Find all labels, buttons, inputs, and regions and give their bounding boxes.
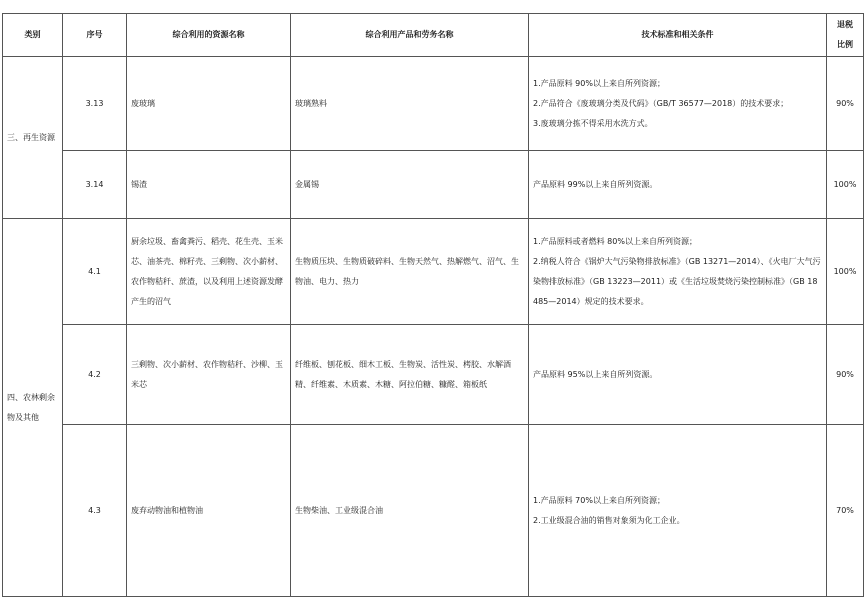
product-cell: 生物质压块、生物质破碎料、生物天然气、热解燃气、沼气、生物油、电力、热力 <box>291 219 529 325</box>
table-row <box>3 57 864 151</box>
product-cell: 玻璃熟料 <box>291 57 529 151</box>
seq-cell: 3.14 <box>63 151 127 219</box>
ratio-cell: 90% <box>827 325 864 425</box>
header-product: 综合利用产品和劳务名称 <box>291 14 529 57</box>
standard-line: 2.纳税人符合《锅炉大气污染物排放标准》（GB 13271—2014）、《火电厂大气污染物排放标准》（GB 13223—2011）或《生活垃圾焚烧污染控制标准》（GB 18485—2014）规定的技术要求。 <box>533 256 821 306</box>
resource-cell: 废玻璃 <box>127 57 291 151</box>
standard-cell <box>529 325 827 425</box>
resource-cell: 锡渣 <box>127 151 291 219</box>
resource-cell: 三剩物、次小薪材、农作物秸秆、沙柳、玉米芯 <box>127 325 291 425</box>
category-cell: 四、农林剩余物及其他 <box>3 219 63 597</box>
table-row <box>3 425 864 597</box>
resource-cell: 厨余垃圾、畜禽粪污、稻壳、花生壳、玉米芯、油茶壳、棉籽壳、三剩物、次小薪材、农作物秸秆、蔗渣，以及利用上述资源发酵产生的沼气 <box>127 219 291 325</box>
standard-line: 2.产品符合《废玻璃分类及代码》（GB/T 36577—2018）的技术要求； <box>533 98 789 108</box>
header-row <box>3 14 864 57</box>
standard-line: 1.产品原料 70%以上来自所列资源； <box>533 495 665 505</box>
seq-cell: 4.2 <box>63 325 127 425</box>
header-seq: 序号 <box>63 14 127 57</box>
header-resource: 综合利用的资源名称 <box>127 14 291 57</box>
header-ratio-line1: 退税 <box>837 20 853 29</box>
product-cell: 生物柴油、工业级混合油 <box>291 425 529 597</box>
standard-line: 1.产品原料 90%以上来自所列资源； <box>533 78 665 88</box>
ratio-cell: 90% <box>827 57 864 151</box>
resource-cell: 废弃动物油和植物油 <box>127 425 291 597</box>
header-standard: 技术标准和相关条件 <box>529 14 827 57</box>
standard-line: 产品原料 99%以上来自所列资源。 <box>533 179 658 189</box>
product-cell: 纤维板、刨花板、细木工板、生物炭、活性炭、栲胶、水解酒精、纤维素、木质素、木糖、阿拉伯糖、糠醛、箱板纸 <box>291 325 529 425</box>
tax-rebate-table <box>2 13 864 597</box>
standard-cell <box>529 151 827 219</box>
category-cell: 三、再生资源 <box>3 57 63 219</box>
header-category: 类别 <box>3 14 63 57</box>
seq-cell: 4.3 <box>63 425 127 597</box>
ratio-cell: 70% <box>827 425 864 597</box>
table-row <box>3 151 864 219</box>
product-cell: 金属锡 <box>291 151 529 219</box>
standard-cell <box>529 425 827 597</box>
seq-cell: 3.13 <box>63 57 127 151</box>
ratio-cell: 100% <box>827 151 864 219</box>
table-row <box>3 325 864 425</box>
standard-cell <box>529 57 827 151</box>
table-row <box>3 219 864 325</box>
standard-line: 3.废玻璃分拣不得采用水洗方式。 <box>533 118 653 128</box>
ratio-cell: 100% <box>827 219 864 325</box>
header-ratio <box>827 14 864 57</box>
standard-cell <box>529 219 827 325</box>
seq-cell: 4.1 <box>63 219 127 325</box>
standard-line: 1.产品原料或者燃料 80%以上来自所列资源； <box>533 236 697 246</box>
header-ratio-line2: 比例 <box>837 40 853 49</box>
standard-line: 2.工业级混合油的销售对象须为化工企业。 <box>533 515 685 525</box>
standard-line: 产品原料 95%以上来自所列资源。 <box>533 369 658 379</box>
